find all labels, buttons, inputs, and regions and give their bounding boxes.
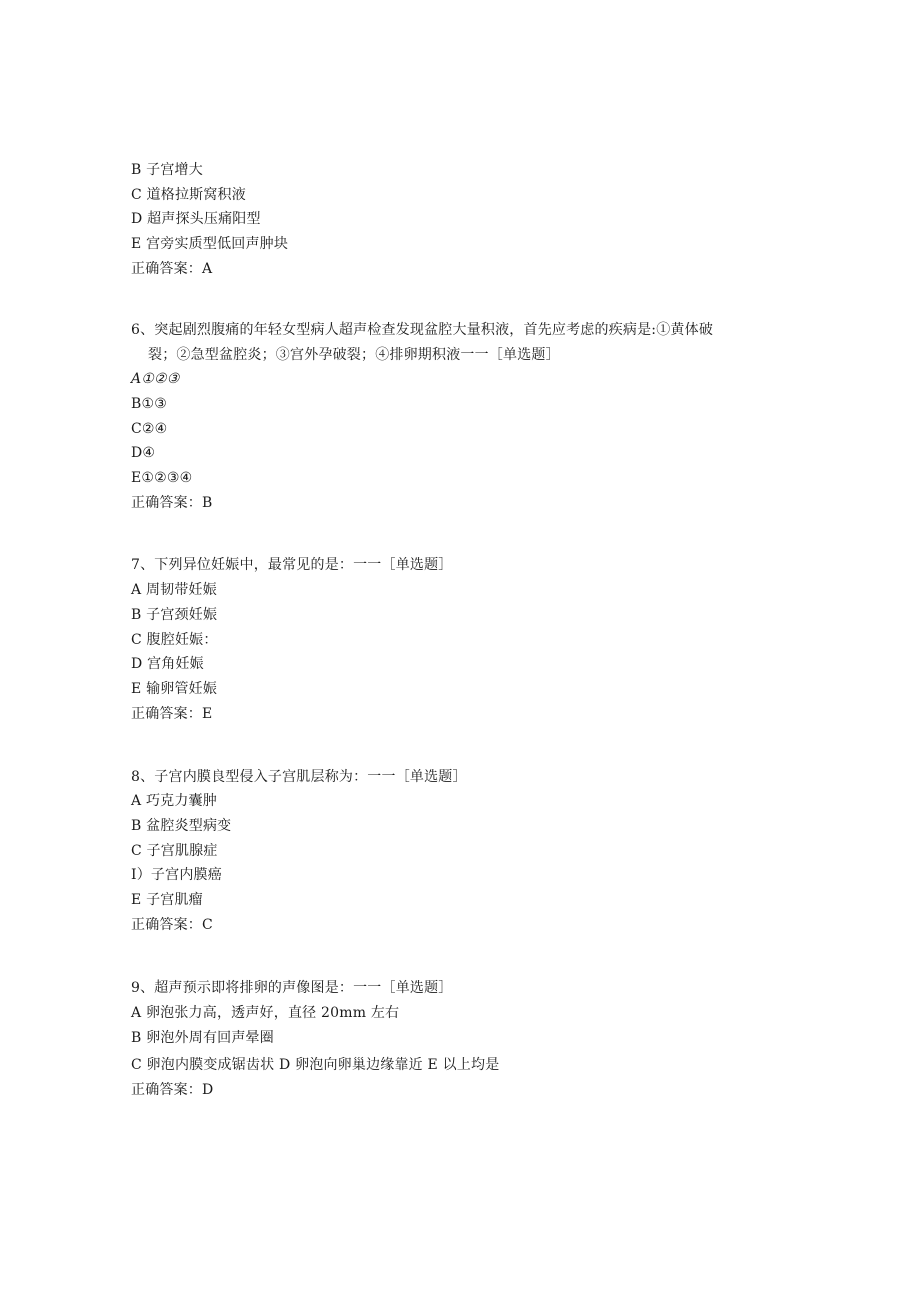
q7-option-b: B 子宫颈妊娠: [131, 607, 218, 623]
q9-option-cde: C 卵泡内膜变成锯齿状 D 卵泡向卵巢边缘靠近 E 以上均是: [131, 1057, 500, 1073]
q6-answer: 正确答案：B: [131, 495, 213, 511]
q9-stem: 9、超声预示即将排卵的声像图是：一一［单选题］: [131, 980, 453, 996]
q6-option-a: A①②③: [131, 371, 180, 387]
q6-stem-line1: 6、突起剧烈腹痛的年轻女型病人超声检查发现盆腔大量积液，首先应考虑的疾病是:①黄体破: [131, 322, 714, 338]
q5-option-d: D 超声探头压痛阳型: [131, 211, 261, 227]
q8-answer: 正确答案：C: [131, 917, 213, 933]
q7-option-a: A 周韧带妊娠: [131, 582, 217, 598]
q5-option-e: E 宫旁实质型低回声肿块: [131, 236, 289, 252]
q7-option-c: C 腹腔妊娠：: [131, 632, 218, 648]
q9-option-b: B 卵泡外周有回声晕圈: [131, 1030, 274, 1046]
q5-answer: 正确答案：A: [131, 261, 213, 277]
q7-stem: 7、下列异位妊娠中，最常见的是：一一［单选题］: [131, 557, 453, 573]
q8-stem: 8、子宫内膜良型侵入子宫肌层称为：一一［单选题］: [131, 769, 467, 785]
q8-option-a: A 巧克力囊肿: [131, 793, 217, 809]
q5-option-b: B 子宫增大: [131, 162, 203, 178]
q9-answer: 正确答案：D: [131, 1082, 214, 1098]
q8-option-d: I）子宫内膜癌: [131, 867, 222, 883]
q8-option-b: B 盆腔炎型病变: [131, 818, 232, 834]
q6-option-e: E①②③④: [131, 470, 193, 486]
q6-option-c: C②④: [131, 421, 168, 437]
q7-option-d: D 宫角妊娠: [131, 656, 204, 672]
q8-option-e: E 子宫肌瘤: [131, 892, 203, 908]
q7-option-e: E 输卵管妊娠: [131, 681, 218, 697]
q9-option-a: A 卵泡张力高，透声好，直径 20mm 左右: [131, 1005, 400, 1021]
q6-stem-line2: 裂；②急型盆腔炎；③宫外孕破裂；④排卵期积液一一［单选题］: [148, 347, 560, 363]
q6-option-d: D④: [131, 445, 156, 461]
q8-option-c: C 子宫肌腺症: [131, 843, 218, 859]
q5-option-c: C 道格拉斯窝积液: [131, 187, 246, 203]
q7-answer: 正确答案：E: [131, 706, 213, 722]
q6-option-b: B①③: [131, 396, 167, 412]
